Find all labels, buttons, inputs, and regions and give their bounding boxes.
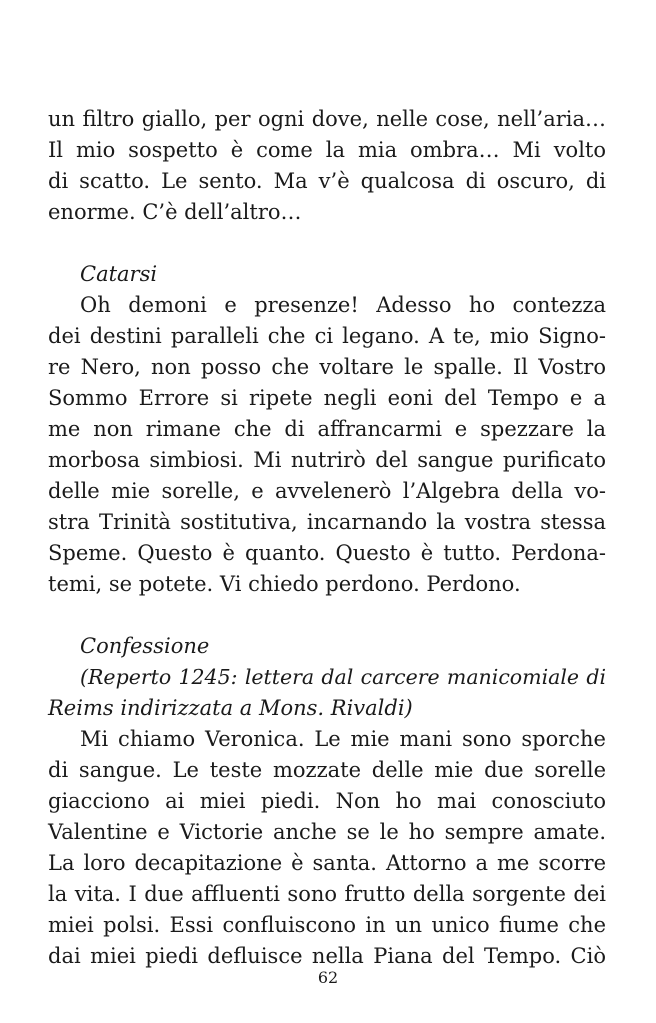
text-line: dai miei piedi defluisce nella Piana del Tempo. Ciò (48, 944, 606, 968)
text-line: temi, se potete. Vi chiedo perdono. Perdono. (48, 572, 521, 596)
text-line: un filtro giallo, per ogni dove, nelle cose, nell’aria… (48, 107, 606, 131)
text-line: enorme. C’è dell’altro… (48, 200, 302, 224)
page-number: 62 (317, 968, 339, 987)
paragraph-opening (48, 104, 606, 228)
text-line: delle mie sorelle, e avvelenerò l’Algebra della vo- (48, 479, 606, 503)
text-line: giacciono ai miei piedi. Non ho mai conosciuto (48, 789, 606, 813)
section-subheading: (Reperto 1245: lettera dal carcere manicomiale di (80, 665, 606, 689)
text-line: re Nero, non posso che voltare le spalle. Il Vostro (48, 355, 606, 379)
text-line: Mi chiamo Veronica. Le mie mani sono sporche (80, 727, 606, 751)
section-catarsi (48, 259, 606, 600)
text-line: di scatto. Le sento. Ma v’è qualcosa di oscuro, di (48, 169, 606, 193)
section-spacer (48, 600, 606, 631)
text-line: La loro decapitazione è santa. Attorno a me scorre (48, 851, 606, 875)
section-heading: Confessione (80, 634, 210, 658)
section-spacer (48, 228, 606, 259)
text-line: Il mio sospetto è come la mia ombra… Mi volto (48, 138, 606, 162)
text-line: di sangue. Le teste mozzate delle mie due sorelle (48, 758, 606, 782)
section-confessione (48, 631, 606, 972)
text-line: Valentine e Victorie anche se le ho sempre amate. (48, 820, 606, 844)
book-page (48, 104, 606, 972)
text-line: la vita. I due affluenti sono frutto della sorgente dei (48, 882, 606, 906)
text-line: Oh demoni e presenze! Adesso ho contezza (80, 293, 606, 317)
text-line: miei polsi. Essi confluiscono in un unico fiume che (48, 913, 606, 937)
section-heading: Catarsi (80, 262, 158, 286)
text-line: Speme. Questo è quanto. Questo è tutto. Perdona- (48, 541, 606, 565)
text-line: morbosa simbiosi. Mi nutrirò del sangue purificato (48, 448, 606, 472)
text-line: dei destini paralleli che ci legano. A te, mio Signo- (48, 324, 606, 348)
text-line: stra Trinità sostitutiva, incarnando la vostra stessa (48, 510, 606, 534)
text-line: me non rimane che di affrancarmi e spezzare la (48, 417, 606, 441)
section-subheading: Reims indirizzata a Mons. Rivaldi) (48, 696, 413, 720)
text-line: Sommo Errore si ripete negli eoni del Tempo e a (48, 386, 606, 410)
